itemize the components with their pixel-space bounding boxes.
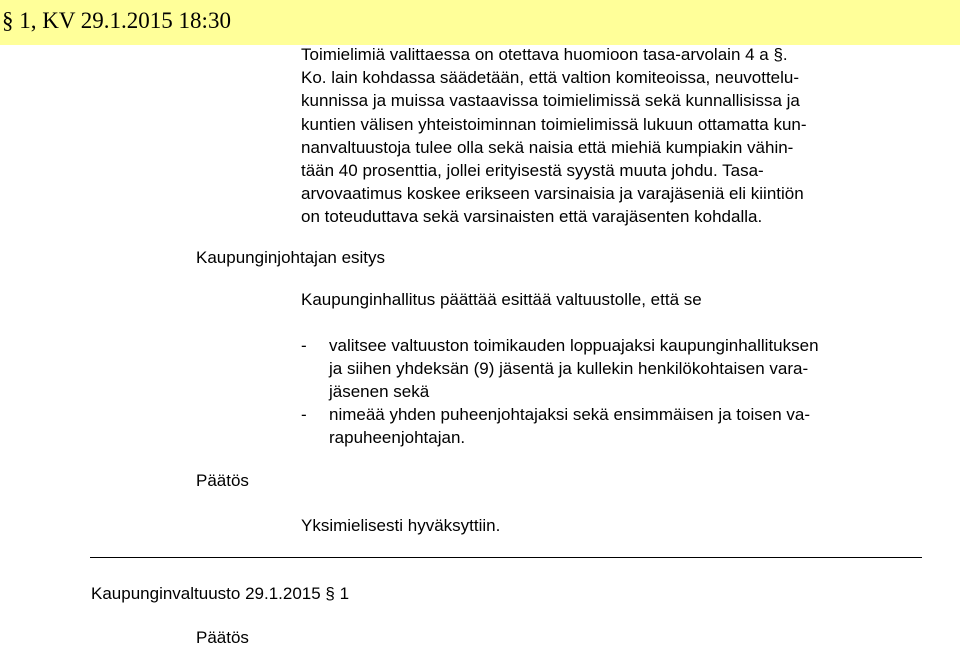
section-divider <box>90 557 922 558</box>
council-reference: Kaupunginvaltuusto 29.1.2015 § 1 <box>91 584 350 603</box>
bullet-text <box>329 403 810 449</box>
intro-line: Toimielimiä valittaessa on otettava huomioon tasa-arvolain 4 a §. <box>301 45 788 64</box>
intro-paragraph <box>301 43 941 229</box>
intro-line: kunnissa ja muissa vastaavissa toimielimissä sekä kunnallisissa ja <box>301 91 800 111</box>
bullet-line: nimeää yhden puheenjohtajaksi sekä ensimmäisen ja toisen va- <box>329 405 811 424</box>
bullet-line: ja siihen yhdeksän (9) jäsentä ja kullekin henkilökohtaisen vara- <box>329 359 809 378</box>
bullet-line: rapuheenjohtajan. <box>329 428 466 447</box>
intro-line: arvovaatimus koskee erikseen varsinaisia ja varajäseniä eli kiintiön <box>301 184 804 204</box>
bullet-dash: - <box>301 336 307 355</box>
section-title: § 1, KV 29.1.2015 18:30 <box>2 8 231 33</box>
proposal-intro: Kaupunginhallitus päättää esittää valtuustolle, että se <box>301 290 702 309</box>
bullet-line: jäsenen sekä <box>329 382 430 401</box>
intro-line: on toteuduttava sekä varsinaisten että varajäsenten kohdalla. <box>301 207 763 227</box>
decision-text: Yksimielisesti hyväksyttiin. <box>301 516 501 535</box>
bullet-item <box>301 403 941 449</box>
section-header-bar <box>0 0 960 45</box>
bullet-item <box>301 334 941 403</box>
intro-line: Ko. lain kohdassa säädetään, että valtion komiteoissa, neuvottelu- <box>301 68 800 88</box>
intro-line: kuntien välisen yhteistoiminnan toimielimissä lukuun ottamatta kun- <box>301 114 807 134</box>
intro-line: nanvaltuustoja tulee olla sekä naisia että miehiä kumpiakin vähin- <box>301 137 794 157</box>
bullet-text <box>329 334 819 403</box>
decision-label: Päätös <box>196 471 249 490</box>
bullet-dash: - <box>301 405 307 424</box>
proposal-label: Kaupunginjohtajan esitys <box>196 248 386 267</box>
footer-decision-label: Päätös <box>196 628 249 647</box>
intro-line: tään 40 prosenttia, jollei erityisestä syystä muuta johdu. Tasa- <box>301 161 764 181</box>
proposal-bullet-list <box>301 334 941 449</box>
bullet-line: valitsee valtuuston toimikauden loppuajaksi kaupunginhallituksen <box>329 336 819 355</box>
